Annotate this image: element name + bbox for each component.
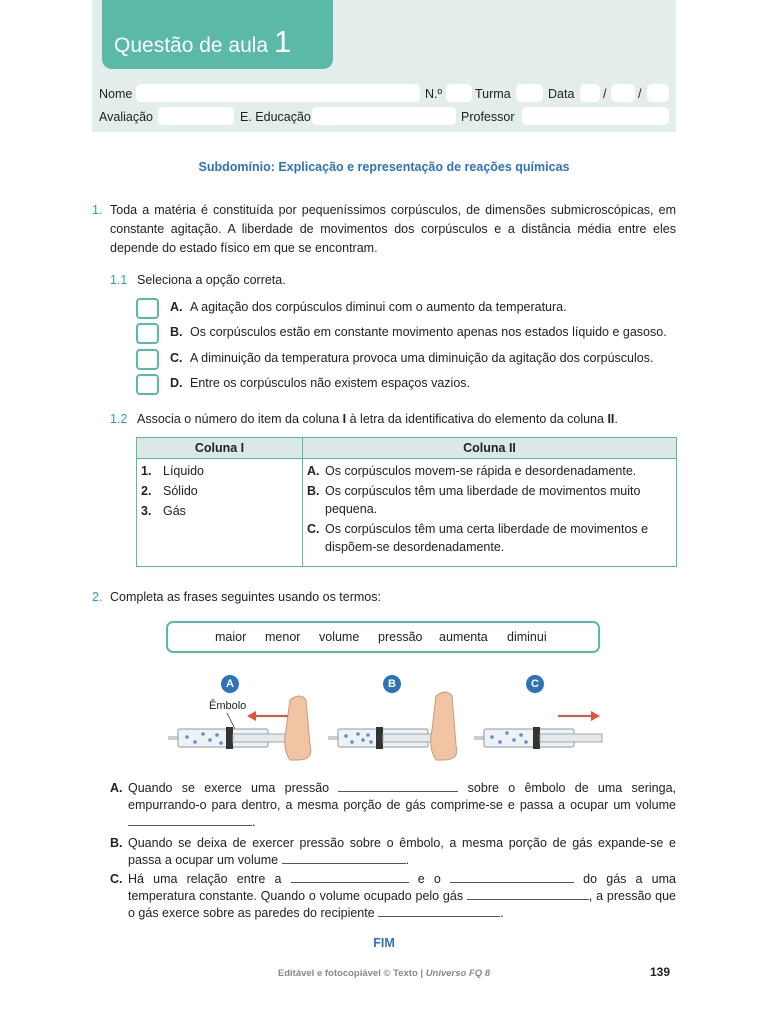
sentence-letter: B. — [110, 836, 123, 850]
sentence-text: Há uma relação entre a — [128, 872, 291, 886]
blank-field[interactable] — [128, 814, 252, 826]
q1-2-col-i-ref: I — [342, 412, 347, 426]
blank-field[interactable] — [467, 888, 589, 900]
sentence-a — [110, 780, 676, 831]
data-label: Data — [548, 87, 575, 101]
blank-field[interactable] — [378, 905, 500, 917]
q2-number: 2. — [92, 590, 103, 604]
option-text: Entre os corpúsculos não existem espaços vazios. — [190, 376, 470, 390]
footer-text: Editável e fotocopiável © Texto | — [277, 968, 426, 979]
figure-label-b: B — [383, 675, 401, 693]
sentence-c — [110, 871, 676, 922]
option-text: A diminuição da temperatura provoca uma diminuição da agitação dos corpúsculos. — [190, 351, 654, 365]
blank-field[interactable] — [291, 871, 409, 883]
syringe-c-illustration — [474, 711, 602, 749]
q1-2-text-part: à letra da identificativa do elemento da coluna — [346, 412, 608, 426]
q1-1-number: 1.1 — [110, 273, 128, 287]
item-letter: B. — [307, 484, 320, 498]
q1-2-text-part: . — [614, 412, 618, 426]
sentence-letter: C. — [110, 872, 123, 886]
term-word: volume — [319, 630, 360, 644]
option-text: Os corpúsculos estão em constante movimento apenas nos estados líquido e gasoso. — [190, 325, 667, 339]
figure-label-c: C — [526, 675, 544, 693]
numero-label: N.º — [425, 87, 443, 101]
page-number: 139 — [650, 965, 671, 979]
term-word: aumenta — [439, 630, 488, 644]
data-separator: / — [603, 87, 607, 101]
blank-field[interactable] — [282, 852, 406, 864]
q1-2-text-part: Associa o número do item da coluna — [137, 412, 343, 426]
q1-text: Toda a matéria é constituída por pequeníssimos corpúsculos, de dimensões submicroscópicas, em constante agitação. A liberdade de movimentos dos corpúsculos e a distância média entre eles depende do estado físico em que se encontram. — [110, 203, 676, 255]
q1-number: 1. — [92, 203, 103, 217]
item-text: Os corpúsculos têm uma liberdade de movimentos muito pequena. — [325, 484, 641, 516]
data-separator: / — [638, 87, 642, 101]
option-letter: C. — [170, 351, 183, 365]
sentence-text: do gás a uma temperatura constante. Quando o volume ocupado pelo gás — [128, 872, 676, 903]
item-letter: A. — [307, 464, 320, 478]
q1-2-col-ii-ref: II — [607, 412, 615, 426]
q2-text: Completa as frases seguintes usando os termos: — [110, 590, 381, 604]
option-text: A agitação dos corpúsculos diminui com o aumento da temperatura. — [190, 300, 567, 314]
term-word: diminui — [507, 630, 547, 644]
item-text: Gás — [163, 504, 186, 518]
sentence-letter: A. — [110, 781, 123, 795]
title-text: Questão de aula — [114, 34, 269, 57]
sentence-text: Quando se exerce uma pressão — [128, 781, 339, 795]
embolo-label: Êmbolo — [209, 700, 247, 712]
sentence-b — [110, 835, 676, 869]
avaliacao-label: Avaliação — [99, 110, 153, 124]
item-text: Os corpúsculos têm uma certa liberdade de movimentos e dispõem-se desordenadamente. — [325, 522, 649, 554]
col-ii-header: Coluna II — [303, 438, 677, 459]
option-letter: D. — [170, 376, 183, 390]
q1-1-text: Seleciona a opção correta. — [137, 273, 286, 287]
item-text: Sólido — [163, 484, 198, 498]
subdomain-heading: Subdomínio: Explicação e representação de reações químicas — [198, 160, 570, 174]
syringe-a-illustration — [168, 696, 311, 760]
item-number: 2. — [141, 484, 152, 498]
blank-field[interactable] — [450, 871, 574, 883]
option-letter: A. — [170, 300, 183, 314]
footer-book-title: Universo FQ 8 — [425, 968, 491, 979]
term-word: menor — [265, 630, 301, 644]
figure-label-a: A — [221, 675, 239, 693]
syringe-b-illustration — [328, 692, 457, 760]
option-letter: B. — [170, 325, 183, 339]
col-i-header: Coluna I — [137, 438, 303, 459]
item-text: Os corpúsculos movem-se rápida e desordenadamente. — [325, 464, 637, 478]
sentence-text: , a pressão que o gás exerce sobre as paredes do recipiente — [128, 889, 676, 920]
sentence-text: . — [252, 815, 256, 829]
q1-2-number: 1.2 — [110, 412, 128, 426]
term-word: pressão — [378, 630, 423, 644]
sentence-text: e o — [408, 872, 450, 886]
nome-label: Nome — [99, 87, 133, 101]
sentence-text: . — [500, 906, 504, 920]
item-number: 1. — [141, 464, 152, 478]
sentence-text: sobre o êmbolo de uma seringa, empurrando-o para dentro, a mesma porção de gás comprime-se e passa a ocupar um volume — [128, 781, 677, 812]
sentence-text: Quando se deixa de exercer pressão sobre o êmbolo, a mesma porção de gás expande-se e passa a ocupar um volume — [128, 836, 676, 867]
turma-label: Turma — [475, 87, 511, 101]
blank-field[interactable] — [338, 780, 458, 792]
item-number: 3. — [141, 504, 152, 518]
end-marker: FIM — [373, 936, 395, 950]
term-word: maior — [215, 630, 247, 644]
professor-label: Professor — [461, 110, 515, 124]
e-educacao-label: E. Educação — [240, 110, 311, 124]
item-text: Líquido — [163, 464, 205, 478]
sentence-text: . — [405, 853, 410, 867]
title-number: 1 — [273, 24, 292, 59]
item-letter: C. — [307, 522, 320, 536]
